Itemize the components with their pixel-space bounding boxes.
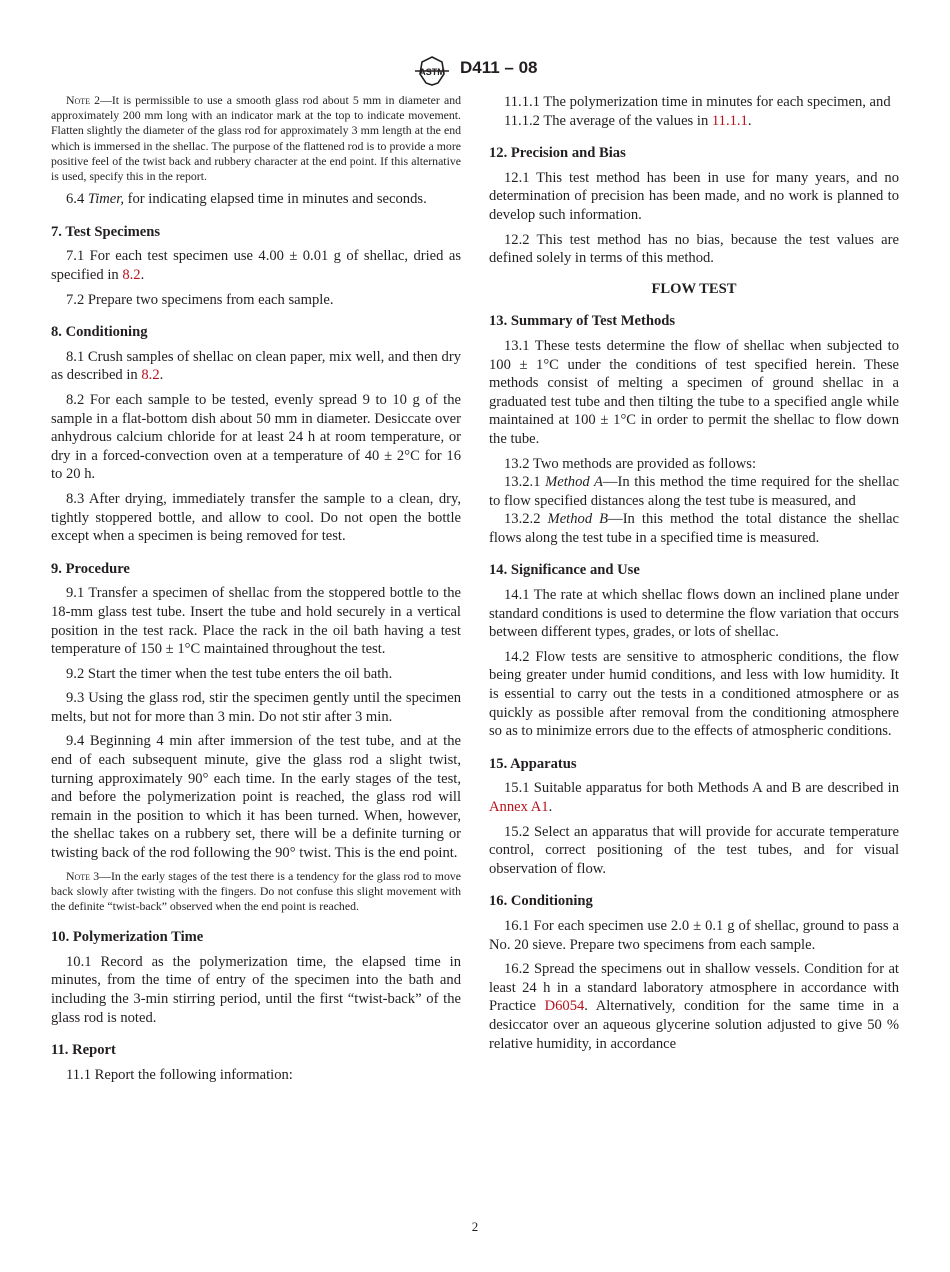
- paragraph-16-1: 16.1 For each specimen use 2.0 ± 0.1 g of shellac, ground to pass a No. 20 sieve. Prepare two specimens from each sample.: [489, 917, 899, 953]
- note-label: Note 3: [66, 868, 100, 883]
- paragraph-number: 13.2.1: [504, 474, 546, 491]
- paragraph-15-2: 15.2 Select an apparatus that will provide for accurate temperature control, correct positioning of the test tubes, and for visual observation of flow.: [489, 823, 899, 877]
- note-text: —In the early stages of the test there is a tendency for the glass rod to move back slowly after twisting with the fingers. Do not confuse this slight movement with the definite “twist-back” observed when the end point is reached.: [51, 868, 461, 914]
- paragraph-10-1: 10.1 Record as the polymerization time, the elapsed time in minutes, from the time of entry of the specimen into the bath and including the 3-min stirring period, until the first “twist-back” of the glass rod is noted.: [51, 953, 461, 1026]
- section-link[interactable]: 11.1.1: [711, 112, 748, 129]
- paragraph-end: .: [548, 799, 553, 815]
- note-2: [51, 93, 461, 184]
- section-heading: 14. Significance and Use: [489, 562, 640, 579]
- paragraph-13-2-2: [489, 510, 899, 547]
- paragraph-12-2: 12.2 This test method has no bias, because the test values are defined solely in terms of this method.: [489, 231, 899, 267]
- paragraph-15-1: [489, 779, 899, 816]
- section-heading: 12. Precision and Bias: [489, 145, 626, 162]
- section-heading: 13. Summary of Test Methods: [489, 313, 676, 330]
- astm-logo-icon: [411, 56, 453, 86]
- paragraph-text: 15.1 Suitable apparatus for both Methods A and B are described in: [504, 780, 899, 797]
- paragraph-number: 6.4: [66, 191, 88, 208]
- paragraph-14-2: 14.2 Flow tests are sensitive to atmospheric conditions, the flow being greater under humid conditions, and less with low humidity. It is essential to carry out the tests in a conditioned atmosphere or as quickly as possible after removal from the conditioning atmosphere so as to minimize errors due to the effects of atmospheric conditions.: [489, 648, 899, 740]
- paragraph-12-1: 12.1 This test method has been in use for many years, and no determination of precision has been made, and no work is planned to develop such information.: [489, 169, 899, 223]
- paragraph-end: .: [159, 367, 164, 384]
- paragraph-text: 11.1.2 The average of the values in: [504, 112, 712, 129]
- logo-text: ASTM: [419, 67, 445, 77]
- practice-link[interactable]: D6054: [544, 998, 585, 1015]
- paragraph-text: —In this method the time required for the shellac to flow specified distances along the test tube is measured, and: [489, 474, 899, 509]
- paragraph-11-1-1: 11.1.1 The polymerization time in minutes for each specimen, and: [504, 94, 891, 110]
- paragraph-text: 8.1 Crush samples of shellac on clean paper, mix well, and then dry as described in: [51, 348, 461, 384]
- term: Timer,: [87, 191, 124, 208]
- document-designation: D411 – 08: [460, 58, 538, 77]
- paragraph-13-1: 13.1 These tests determine the flow of shellac when subjected to 100 ± 1°C under the conditions of test specified herein. These methods consist of melting a specimen of ground shellac in a graduated test tube and then tilting the tube to a specified angle while maintained at 100 ± 1°C in order to permit the shellac to flow down the tube.: [489, 337, 899, 447]
- left-column: [51, 93, 461, 1090]
- right-column: [489, 93, 899, 1059]
- section-heading: 9. Procedure: [51, 560, 130, 577]
- paragraph-11-1: 11.1 Report the following information:: [66, 1066, 293, 1083]
- term: Method B: [547, 511, 609, 528]
- paragraph-end: .: [747, 112, 752, 129]
- section-heading: 10. Polymerization Time: [51, 929, 204, 946]
- note-text: —It is permissible to use a smooth glass rod about 5 mm in diameter and approximately 200 mm long with an indicator mark at the top to indicate movement. Flatten slightly the diameter of the glass rod for approximately 3 mm length at the end which is immersed in the shellac. The purpose of the flattened rod is to provide a more positive feel of the twist back and rubbery character at the end point. If this alternative is used, specify this in the report.: [51, 93, 461, 184]
- paragraph-14-1: 14.1 The rate at which shellac flows down an inclined plane under standard conditions is used to determine the flow variation that occurs between different types, grades, or lots of shellac.: [489, 587, 899, 641]
- paragraph-13-2: 13.2 Two methods are provided as follows:: [504, 455, 757, 472]
- paragraph-7-1: [51, 247, 461, 284]
- section-link[interactable]: 8.2: [122, 267, 141, 283]
- paragraph-9-3: 9.3 Using the glass rod, stir the specimen gently until the specimen melts, but not for more than 3 min. Do not stir after 3 min.: [51, 690, 461, 725]
- paragraph-8-1: [51, 348, 461, 385]
- paragraph-9-4: 9.4 Beginning 4 min after immersion of the test tube, and at the end of each subsequent minute, give the glass rod a slight twist, turning approximately 90° each time. In the early stages of the test, and before the polymerization point is reached, the glass rod will remain in the position to which it has been turned. When, however, the shellac takes on a rubbery set, there will be a definite turning or twisting back of the rod following the 90° twist. This is the end point.: [51, 733, 461, 862]
- note-3: [51, 869, 461, 915]
- term: Method A: [545, 474, 603, 491]
- section-heading: 11. Report: [51, 1042, 116, 1059]
- paragraph-text: for indicating elapsed time in minutes and seconds.: [123, 191, 427, 208]
- paragraph-8-2: 8.2 For each sample to be tested, evenly spread 9 to 10 g of the sample in a flat-bottom dish about 50 mm in diameter. Desiccate over anhydrous calcium chloride for at least 24 h at room temperature, or dry in a forced-convection oven at a temperature of 40 ± 2°C for 16 to 20 h.: [51, 391, 461, 483]
- paragraph-8-3: 8.3 After drying, immediately transfer the sample to a clean, dry, tightly stoppered bottle, and allow to cool. Do not open the bottle except when a specimen is being removed for test.: [51, 490, 461, 545]
- note-label: Note 2: [66, 93, 101, 107]
- flow-test-title: FLOW TEST: [651, 280, 737, 297]
- paragraph-13-2-1: [489, 473, 899, 510]
- section-link[interactable]: 8.2: [141, 367, 160, 384]
- page-number: 2: [471, 1219, 479, 1234]
- paragraph-end: .: [140, 267, 145, 283]
- paragraph-number: 13.2.2: [504, 511, 548, 528]
- section-heading: 15. Apparatus: [489, 755, 577, 772]
- paragraph-6-4: [51, 190, 461, 209]
- page-header: [0, 56, 950, 86]
- annex-link[interactable]: Annex A1: [489, 799, 549, 815]
- section-heading: 16. Conditioning: [489, 893, 593, 910]
- paragraph-9-2: 9.2 Start the timer when the test tube enters the oil bath.: [66, 665, 393, 682]
- paragraph-11-1-2: [489, 112, 899, 131]
- paragraph-16-2: [489, 960, 899, 1053]
- paragraph-7-2: 7.2 Prepare two specimens from each sample.: [66, 291, 334, 308]
- paragraph-text: 7.1 For each test specimen use 4.00 ± 0.01 g of shellac, dried as specified in: [51, 248, 461, 283]
- section-heading: 8. Conditioning: [51, 324, 148, 341]
- section-heading: 7. Test Specimens: [51, 223, 161, 240]
- paragraph-text: 16.2 Spread the specimens out in shallow vessels. Condition for at least 24 h in a standard laboratory atmosphere in accordance with Practice: [489, 961, 899, 1015]
- paragraph-text: —In this method the total distance the shellac flows along the test tube in a specified time is measured.: [489, 511, 899, 546]
- paragraph-end: . Alternatively, condition for the same time in a desiccator over an aqueous glycerine solution adjusted to give 50 % relative humidity, in accordance: [489, 998, 899, 1052]
- paragraph-9-1: 9.1 Transfer a specimen of shellac from the stoppered bottle to the 18-mm glass test tube. Insert the tube and hold securely in a vertical position in the test rack. Place the rack in the oil bath having a test temperature of 150 ± 1°C maintained throughout the test.: [51, 585, 461, 658]
